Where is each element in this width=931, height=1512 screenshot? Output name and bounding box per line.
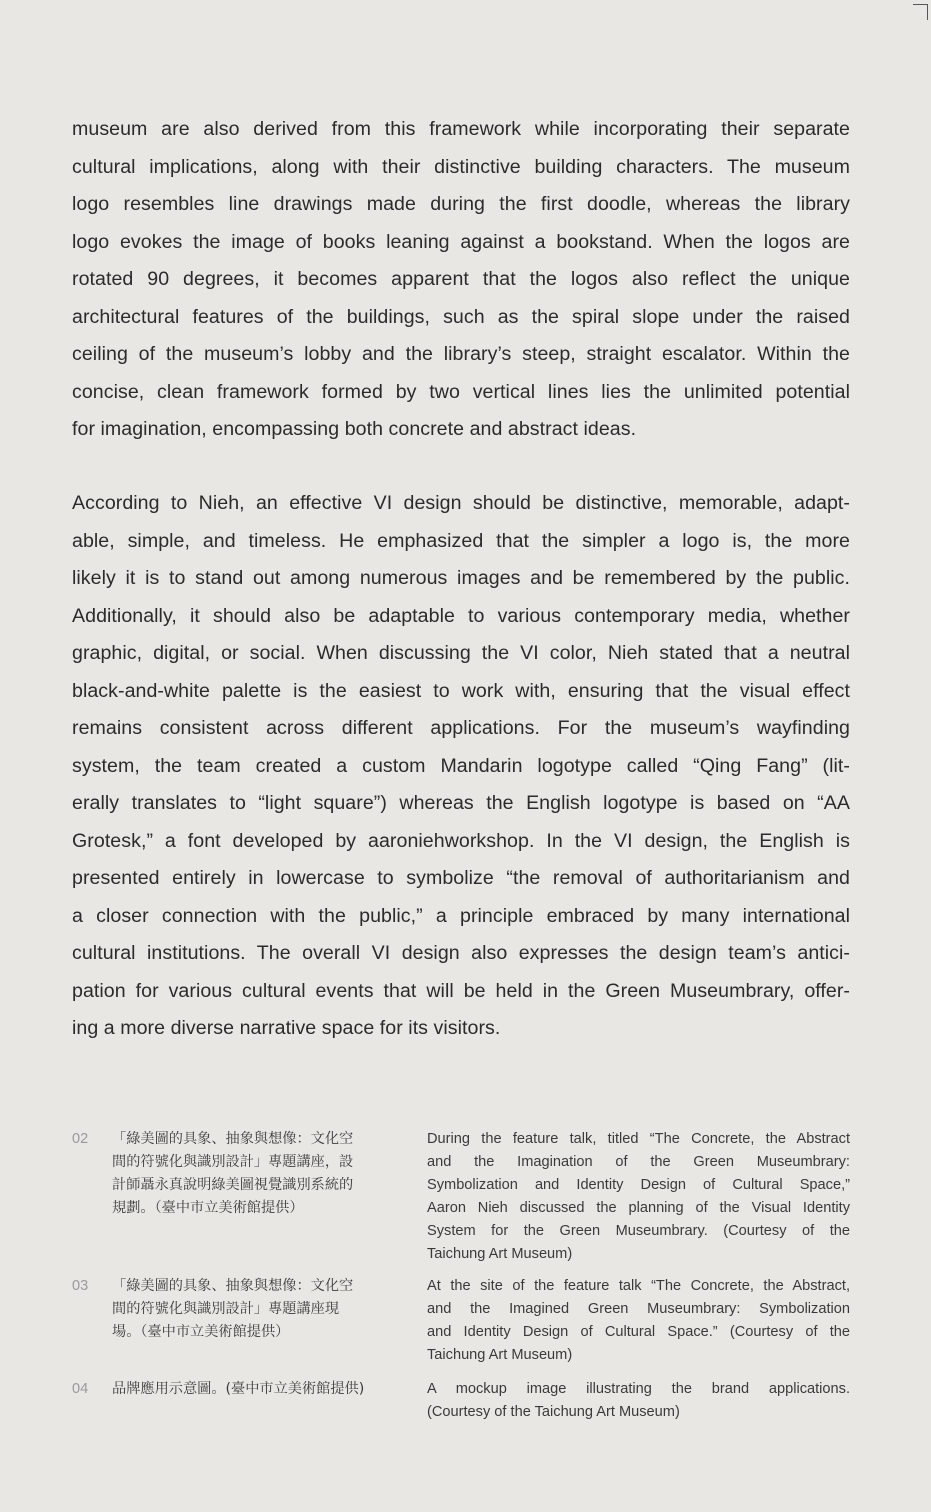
caption-en-line: During the feature talk, titled “The Concrete, the Abstract [427, 1131, 850, 1147]
paragraph-line: erally translates to “light square”) whereas the English logotype is based on “AA [72, 792, 850, 814]
paragraph-line: ing a more diverse narrative space for its visitors. [72, 1017, 501, 1039]
caption-number: 02 [72, 1131, 89, 1147]
paragraph-line: concise, clean framework formed by two vertical lines lies the unlimited potential [72, 380, 850, 403]
caption-zh-line: 計師聶永真說明綠美圖視覺識別系統的 [112, 1177, 354, 1193]
paragraph-line: ceiling of the museum’s lobby and the library’s steep, straight escalator. Within the [72, 343, 850, 365]
paragraph-line: Additionally, it should also be adaptable to various contemporary media, whether [72, 604, 850, 627]
paragraph-line: likely it is to stand out among numerous images and be remembered by the public. [72, 567, 850, 589]
caption-en-line: and the Imagination of the Green Museumbrary: [427, 1154, 850, 1170]
body-paragraph-2 [72, 485, 850, 1048]
paragraph-line: for imagination, encompassing both concrete and abstract ideas. [72, 418, 637, 440]
paragraph-line: Grotesk,” a font developed by aaroniehworkshop. In the VI design, the English is [72, 829, 850, 852]
caption-zh-line: 場。（臺中市立美術館提供） [112, 1324, 290, 1340]
paragraph-line: logo resembles line drawings made during the first doodle, whereas the library [72, 193, 850, 215]
caption-en-line: Taichung Art Museum) [427, 1347, 573, 1363]
paragraph-line: pation for various cultural events that will be held in the Green Museumbrary, offer- [72, 979, 850, 1002]
caption-zh-line: 間的符號化與識別設計」專題講座，設 [112, 1154, 354, 1170]
caption-en-line: Aaron Nieh discussed the planning of the Visual Identity [427, 1200, 850, 1216]
crop-mark-icon [911, 0, 931, 20]
caption-03 [72, 1275, 850, 1370]
paragraph-line: architectural features of the buildings, such as the spiral slope under the raised [72, 305, 850, 328]
paragraph-line: logo evokes the image of books leaning against a bookstand. When the logos are [72, 230, 850, 253]
caption-chinese [112, 1128, 402, 1220]
caption-en-line: and the Imagined Green Museumbrary: Symbolization [427, 1301, 850, 1317]
paragraph-line: graphic, digital, or social. When discussing the VI color, Nieh stated that a neutral [72, 642, 850, 664]
caption-english [427, 1378, 850, 1424]
paragraph-line: rotated 90 degrees, it becomes apparent that the logos also reflect the unique [72, 268, 850, 290]
caption-english [427, 1275, 850, 1367]
caption-en-line: A mockup image illustrating the brand applications. [427, 1381, 850, 1397]
caption-en-line: At the site of the feature talk “The Concrete, the Abstract, [427, 1278, 850, 1294]
caption-en-line: and Identity Design of Cultural Space.” (Courtesy of the [427, 1324, 850, 1340]
paragraph-line: museum are also derived from this framework while incorporating their separate [72, 118, 850, 140]
caption-en-line: Taichung Art Museum) [427, 1246, 573, 1262]
caption-en-line: System for the Green Museumbrary. (Courtesy of the [427, 1223, 850, 1239]
caption-04 [72, 1378, 850, 1428]
paragraph-line: a closer connection with the public,” a principle embraced by many international [72, 904, 850, 927]
paragraph-line: cultural institutions. The overall VI design also expresses the design team’s antici- [72, 942, 850, 964]
caption-chinese [112, 1378, 402, 1401]
paragraph-line: presented entirely in lowercase to symbolize “the removal of authoritarianism and [72, 867, 850, 889]
caption-zh-line: 「綠美圖的具象、抽象與想像：文化空 [112, 1131, 354, 1147]
paragraph-line: remains consistent across different applications. For the museum’s wayfinding [72, 717, 850, 739]
caption-english [427, 1128, 850, 1266]
paragraph-line: cultural implications, along with their distinctive building characters. The museum [72, 155, 850, 178]
caption-zh-line: 品牌應用示意圖。(臺中市立美術館提供) [112, 1381, 365, 1397]
paragraph-line: black-and-white palette is the easiest to work with, ensuring that the visual effect [72, 679, 850, 702]
caption-zh-line: 間的符號化與識別設計」專題講座現 [112, 1301, 340, 1317]
caption-number: 04 [72, 1381, 89, 1397]
caption-en-line: (Courtesy of the Taichung Art Museum) [427, 1404, 680, 1420]
paragraph-line: able, simple, and timeless. He emphasized that the simpler a logo is, the more [72, 529, 850, 552]
caption-zh-line: 「綠美圖的具象、抽象與想像：文化空 [112, 1278, 354, 1294]
body-paragraph-1 [72, 111, 850, 449]
caption-chinese [112, 1275, 402, 1344]
caption-zh-line: 規劃。（臺中市立美術館提供） [112, 1200, 304, 1216]
caption-number: 03 [72, 1278, 89, 1294]
caption-en-line: Symbolization and Identity Design of Cultural Space,” [427, 1177, 850, 1193]
paragraph-line: system, the team created a custom Mandarin logotype called “Qing Fang” (lit- [72, 754, 850, 777]
paragraph-line: According to Nieh, an effective VI design should be distinctive, memorable, adapt- [72, 492, 850, 514]
caption-02 [72, 1128, 850, 1268]
